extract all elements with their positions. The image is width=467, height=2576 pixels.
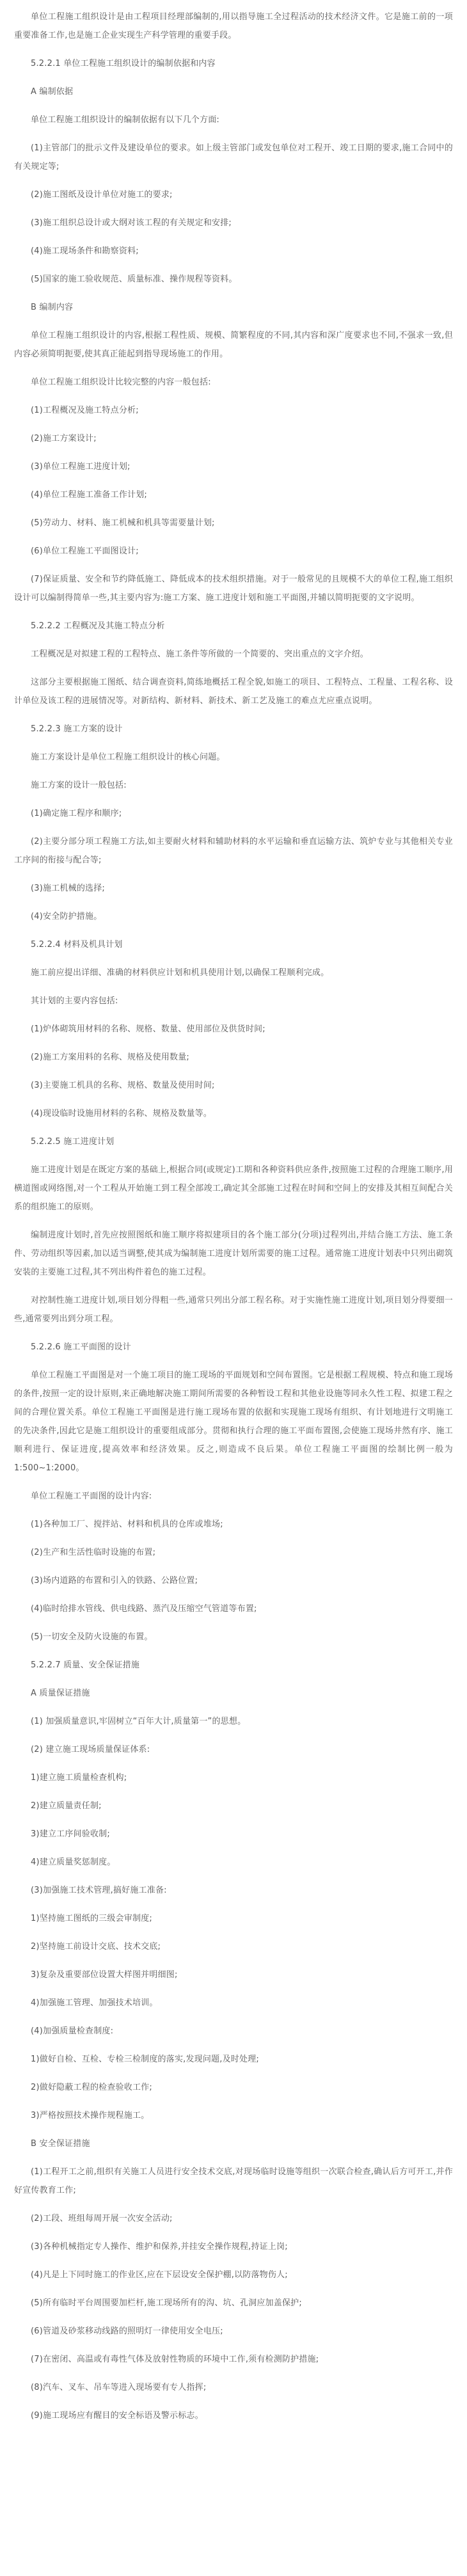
paragraph: (1)炉体砌筑用材料的名称、规格、数量、使用部位及供货时间;	[31, 1024, 265, 1034]
paragraph-gap	[14, 1067, 453, 1076]
paragraph-gap	[14, 1984, 453, 1994]
paragraph: 其计划的主要内容包括:	[31, 996, 118, 1006]
paragraph: 单位工程施工组织设计的内容,根据工程性质、规模、简繁程度的不同,其内容和深广度要求也不同,不强求一致,但内容必须简明扼要,使其真正能起到指导现场施工的作用。	[14, 331, 453, 359]
paragraph: 5.2.2.5 施工进度计划	[31, 1137, 115, 1147]
paragraph: (6)管道及砂浆移动线路的照明灯一律使用安全电压;	[31, 2326, 223, 2336]
paragraph-gap	[14, 532, 453, 542]
paragraph-gap	[14, 1703, 453, 1712]
paragraph: (2)生产和生活性临时设施的布置;	[31, 1548, 156, 1557]
paragraph: 3)严格按照技术操作规程施工。	[31, 2111, 150, 2120]
paragraph: (4)加强质量检查制度:	[31, 2026, 114, 2036]
paragraph-gap	[14, 448, 453, 457]
paragraph-gap	[14, 2200, 453, 2209]
paragraph: 3)复杂及重要部位设置大样图并明细图;	[31, 1970, 178, 1980]
paragraph-gap	[14, 392, 453, 401]
paragraph-gap	[14, 289, 453, 298]
paragraph-gap	[14, 504, 453, 514]
paragraph: 3)建立工序间验收制;	[31, 1829, 110, 1839]
paragraph-gap	[14, 1759, 453, 1769]
paragraph: (2) 建立施工现场质量保证体系:	[31, 1745, 150, 1754]
paragraph-gap	[14, 1477, 453, 1487]
paragraph-gap	[14, 1010, 453, 1020]
paragraph-gap	[14, 1282, 453, 1291]
paragraph: 5.2.2.4 材料及机具计划	[31, 940, 123, 950]
paragraph-gap	[14, 101, 453, 111]
paragraph-gap	[14, 561, 453, 570]
paragraph-gap	[14, 73, 453, 83]
paragraph: (2)施工方案设计;	[31, 434, 97, 443]
paragraph-gap	[14, 260, 453, 270]
paragraph-gap	[14, 2284, 453, 2294]
paragraph: 工程概况是对拟建工程的工程特点、施工条件等所做的一个简要的、突出重点的文字介绍。	[31, 649, 369, 659]
paragraph: (6)单位工程施工平面图设计;	[31, 546, 139, 556]
paragraph-gap	[14, 823, 453, 832]
paragraph: (4)临时给排水管线、供电线路、蒸汽及压缩空气管道等布置;	[31, 1604, 257, 1614]
paragraph: (8)汽车、叉车、吊车等进入现场要有专人指挥;	[31, 2383, 207, 2392]
paragraph: 5.2.2.2 工程概况及其施工特点分析	[31, 621, 165, 631]
paragraph-gap	[14, 2256, 453, 2266]
paragraph-gap	[14, 1618, 453, 1628]
paragraph-gap	[14, 2125, 453, 2135]
paragraph: (3)施工组织总设计或大纲对该工程的有关规定和安排;	[31, 218, 232, 228]
paragraph-gap	[14, 767, 453, 776]
paragraph: 4)建立质量奖惩制度。	[31, 1857, 116, 1867]
paragraph: (1)主管部门的批示文件及建设单位的要求。如上级主管部门或发包单位对工程开、竣工日期的要求,施工合同中的有关规定等;	[14, 143, 453, 171]
paragraph-gap	[14, 2341, 453, 2350]
paragraph-gap	[14, 204, 453, 214]
paragraph-gap	[14, 1151, 453, 1161]
paragraph: 施工前应提出详细、准确的材料供应计划和机具使用计划,以确保工程顺利完成。	[31, 968, 329, 978]
paragraph-gap	[14, 738, 453, 748]
paragraph-gap	[14, 635, 453, 645]
paragraph: A 质量保证措施	[31, 1689, 90, 1698]
paragraph: (1)工程开工之前,组织有关施工人员进行安全技术交底,对现场临时设施等组织一次联合检查,确认后方可开工,并作好宣传教育工作;	[14, 2167, 453, 2195]
paragraph-gap	[14, 1646, 453, 1656]
paragraph-gap	[14, 710, 453, 720]
paragraph-gap	[14, 1356, 453, 1366]
paragraph-gap	[14, 2097, 453, 2106]
paragraph-gap	[14, 1956, 453, 1966]
paragraph-gap	[14, 363, 453, 373]
paragraph-gap	[14, 870, 453, 879]
paragraph-gap	[14, 1123, 453, 1133]
paragraph-gap	[14, 232, 453, 242]
paragraph: 单位工程施工组织设计比较完整的内容一般包括:	[31, 378, 211, 387]
paragraph: 1)建立施工质量检查机构;	[31, 1773, 127, 1783]
paragraph: 对控制性施工进度计划,项目划分得粗一些,通常只列出分部工程名称。对于实施性施工进度计划,项目划分得要细一些,通常要列出到分项工程。	[14, 1296, 453, 1324]
paragraph: 2)坚持施工前设计交底、技术交底;	[31, 1942, 161, 1952]
paragraph-gap	[14, 2397, 453, 2406]
paragraph-gap	[14, 176, 453, 186]
paragraph-gap	[14, 1534, 453, 1543]
paragraph-gap	[14, 2012, 453, 2022]
paragraph: (1) 加强质量意识,牢固树立“百年大计,质量第一”的思想。	[31, 1717, 246, 1726]
paragraph: (3)各种机械指定专人操作、维护和保养,并挂安全操作规程,持证上岗;	[31, 2242, 288, 2252]
paragraph: (1)确定施工程序和顺序;	[31, 809, 122, 818]
paragraph-gap	[14, 607, 453, 617]
paragraph: B 编制内容	[31, 303, 74, 312]
paragraph: 5.2.2.3 施工方案的设计	[31, 724, 123, 734]
paragraph-gap	[14, 1562, 453, 1571]
paragraph: 4)加强施工管理、加强技术培训。	[31, 1998, 158, 2008]
paragraph: (4)凡是上下同时施工的作业区,应在下层设安全保护棚,以防落物伤人;	[31, 2270, 288, 2280]
paragraph-gap	[14, 1900, 453, 1909]
paragraph-gap	[14, 45, 453, 54]
paragraph: (4)现设临时设施用材料的名称、规格及数量等。	[31, 1109, 212, 1118]
paragraph-gap	[14, 898, 453, 907]
paragraph: (3)加强施工技术管理,搞好施工准备:	[31, 1886, 167, 1895]
paragraph: (4)施工现场条件和勘察资料;	[31, 246, 139, 256]
paragraph-gap	[14, 1216, 453, 1226]
paragraph-gap	[14, 1815, 453, 1825]
paragraph: (5)劳动力、材料、施工机械和机具等需要量计划;	[31, 518, 215, 528]
paragraph: 这部分主要根据施工图纸、结合调查资料,简练地概括工程全貌,如施工的项目、工程特点、工程量、工程名称、设计单位及该工程的进展情况等。对新结构、新材料、新技术、新工艺及施工的难点尤应重点说明。	[14, 678, 453, 706]
paragraph: (7)在密闭、高温或有毒性气体及放射性物质的环境中工作,须有检测防护措施;	[31, 2355, 319, 2364]
paragraph: (3)施工机械的选择;	[31, 884, 105, 893]
paragraph: (5)国家的施工验收规范、质量标准、操作规程等资料。	[31, 274, 237, 284]
paragraph-gap	[14, 2312, 453, 2322]
paragraph: 1)坚持施工图纸的三级会审制度;	[31, 1914, 152, 1923]
paragraph: (3)主要施工机具的名称、规格、数量及使用时间;	[31, 1081, 215, 1090]
paragraph: 单位工程施工组织设计是由工程项目经理部编制的,用以指导施工全过程活动的技术经济文件。它是施工前的一项重要准备工作,也是施工企业实现生产科学管理的重要手段。	[14, 12, 453, 40]
paragraph-gap	[14, 1328, 453, 1338]
paragraph-gap	[14, 1590, 453, 1600]
paragraph: (2)主要分部分项工程施工方法,如主要耐火材料和辅助材料的水平运输和垂直运输方法、筑炉专业与其他相关专业工序间的衔接与配合等;	[14, 837, 453, 865]
paragraph: 单位工程施工组织设计的编制依据有以下几个方面:	[31, 115, 219, 125]
paragraph-gap	[14, 1731, 453, 1740]
paragraph: (5)一切安全及防火设施的布置。	[31, 1632, 153, 1642]
paragraph-gap	[14, 664, 453, 673]
paragraph-gap	[14, 129, 453, 139]
paragraph: 施工方案设计是单位工程施工组织设计的核心问题。	[31, 752, 225, 762]
paragraph: A 编制依据	[31, 87, 74, 97]
paragraph: B 安全保证措施	[31, 2139, 90, 2149]
paragraph: (3)场内道路的布置和引入的铁路、公路位置;	[31, 1576, 198, 1586]
paragraph: (2)施工图纸及设计单位对施工的要求;	[31, 190, 173, 200]
paragraph: (1)各种加工厂、搅拌站、材料和机具的仓库或堆场;	[31, 1520, 223, 1529]
paragraph: (1)工程概况及施工特点分析;	[31, 406, 139, 415]
paragraph: (7)保证质量、安全和节约降低施工、降低成本的技术组织措施。对于一般常见的且规模不大的单位工程,施工组织设计可以编制得简单一些,其主要内容为:施工方案、施工进度计划和施工平面图,并辅以简明扼要的文字说明。	[14, 575, 453, 603]
paragraph-gap	[14, 2069, 453, 2078]
paragraph-gap	[14, 420, 453, 429]
paragraph: 5.2.2.1 单位工程施工组织设计的编制依据和内容	[31, 59, 216, 68]
paragraph-gap	[14, 317, 453, 326]
paragraph: 5.2.2.6 施工平面图的设计	[31, 1342, 131, 1352]
paragraph-gap	[14, 982, 453, 992]
paragraph: 单位工程施工平面图是对一个施工项目的施工现场的平面规划和空间布置图。它是根据工程规模、特点和施工现场的条件,按照一定的设计原则,来正确地解决施工期间所需要的各种暂设工程和其他业设施等同永久性工程、拟建工程之间的合理位置关系。单位工程施工平面图是进行施工现场布置的依据和实现施工现场有组织、有计划地进行文明施工的先决条件,因此它是施工组织设计的重要组成部分。贯彻和执行合理的施工平面布置图,会使施工现场井然有序、施工顺利进行、保证进度,提高效率和经济效果。反之,则造成不良后果。单位工程施工平面图的绘制比例一般为1:500~1:2000。	[14, 1371, 454, 1473]
paragraph-gap	[14, 1787, 453, 1797]
paragraph: (4)单位工程施工准备工作计划;	[31, 490, 147, 500]
paragraph: (5)所有临时平台周围要加栏杆,施工现场所有的沟、坑、孔洞应加盖保护;	[31, 2298, 302, 2308]
paragraph: (4)安全防护措施。	[31, 912, 102, 921]
paragraph: 单位工程施工平面图的设计内容:	[31, 1491, 152, 1501]
paragraph: (9)施工现场应有醒目的安全标语及警示标志。	[31, 2411, 203, 2421]
paragraph: 5.2.2.7 质量、安全保证措施	[31, 1660, 140, 1670]
paragraph-gap	[14, 1674, 453, 1684]
paragraph-gap	[14, 1038, 453, 1048]
paragraph-gap	[14, 1095, 453, 1104]
paragraph: 2)建立质量责任制;	[31, 1801, 102, 1811]
paragraph-gap	[14, 1506, 453, 1515]
paragraph-gap	[14, 2369, 453, 2378]
paragraph-gap	[14, 476, 453, 486]
paragraph-gap	[14, 2228, 453, 2238]
paragraph: (3)单位工程施工进度计划;	[31, 462, 131, 472]
paragraph: (2)施工方案用料的名称、规格及使用数量;	[31, 1053, 189, 1062]
paragraph: 1)做好自检、互检、专检三检制度的落实,发现问题,及时处理;	[31, 2055, 259, 2064]
paragraph-gap	[14, 2040, 453, 2050]
paragraph: 2)做好隐蔽工程的检查验收工作;	[31, 2083, 152, 2092]
paragraph-gap	[14, 2153, 453, 2163]
paragraph-gap	[14, 795, 453, 804]
paragraph-gap	[14, 926, 453, 935]
paragraph: 施工方案的设计一般包括:	[31, 781, 127, 790]
paragraph: 施工进度计划是在既定方案的基础上,根据合同(或规定)工期和各种资料供应条件,按照施工过程的合理施工顺序,用横道图或网络图,对一个工程从开始施工到工程全部竣工,确定其全部施工过程在时间和空间上的安排及其相互间配合关系的组织施工的原则。	[14, 1165, 453, 1212]
paragraph: (2)工段、班组每周开展一次安全活动;	[31, 2214, 173, 2223]
paragraph-gap	[14, 1872, 453, 1881]
paragraph-gap	[14, 954, 453, 964]
paragraph-gap	[14, 1843, 453, 1853]
paragraph: 编制进度计划时,首先应按照图纸和施工顺序将拟建项目的各个施工部分(分项)过程列出,并结合施工方法、施工条件、劳动组织等因素,加以适当调整,使其成为编制施工进度计划所需要的施工过程。通常施工进度计划表中只列出砌筑安装的主要施工过程,其不列出构件着色的施工过程。	[14, 1230, 453, 1277]
paragraph-gap	[14, 1928, 453, 1937]
